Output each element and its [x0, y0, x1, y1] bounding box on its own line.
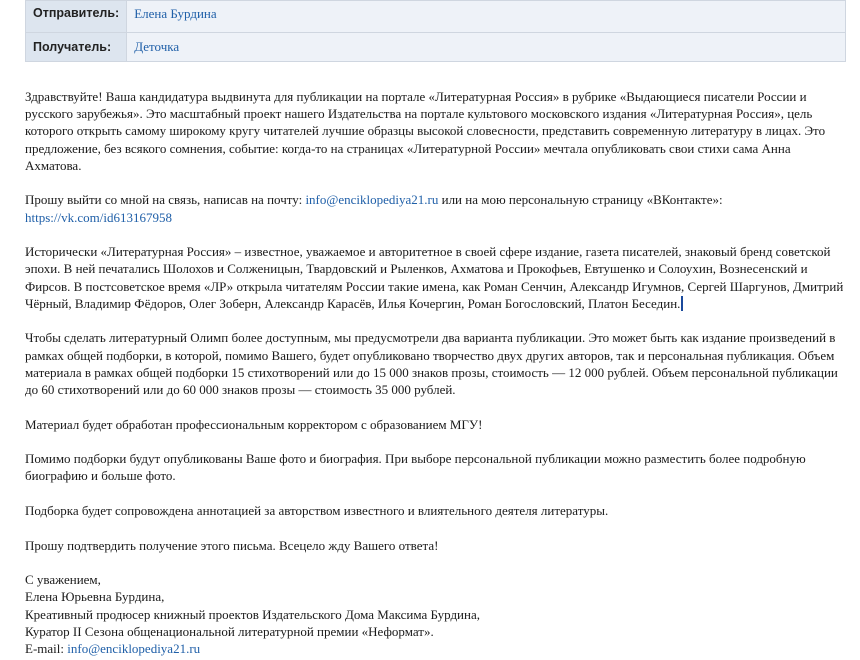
vk-profile-link[interactable]: https://vk.com/id613167958 [25, 209, 172, 225]
paragraph-photo: Помимо подборки будут опубликованы Ваше фото и биография. При выборе персональной публикации можно разместить более подробную биографию и больше фото. [25, 451, 806, 484]
contact-text-middle: или на мою персональную страницу «ВКонтакте»: [438, 192, 723, 208]
recipient-row [26, 33, 846, 62]
paragraph-contact [25, 191, 847, 225]
signature-role-producer: Креативный продюсер книжный проектов Издательского Дома Максима Бурдина, [25, 606, 480, 622]
sender-label: Отправитель: [26, 1, 127, 33]
signature-role-curator: Куратор II Сезона общенациональной литературной премии «Неформат». [25, 623, 434, 639]
signature-email-link[interactable]: info@enciklopediya21.ru [67, 641, 201, 656]
message-body[interactable] [25, 88, 847, 660]
sender-value[interactable] [127, 1, 846, 33]
sender-row [26, 1, 846, 33]
signature [25, 571, 847, 657]
paragraph-history [25, 243, 847, 312]
signature-greeting: С уважением, [25, 572, 101, 588]
contact-email-link[interactable]: info@enciklopediya21.ru [305, 192, 439, 208]
sender-link[interactable]: Елена Бурдина [134, 6, 217, 21]
paragraph-proofreading: Материал будет обработан профессиональным корректором с образованием МГУ! [25, 416, 483, 432]
contact-text-before: Прошу выйти со мной на связь, написав на почту: [25, 192, 306, 208]
recipient-label: Получатель: [26, 33, 127, 62]
paragraph-confirm: Прошу подтвердить получение этого письма. Всецело жду Вашего ответа! [25, 537, 439, 553]
paragraph-intro: Здравствуйте! Ваша кандидатура выдвинута для публикации на портале «Литературная Россия» в рубрике «Выдающиеся писатели России и русского зарубежья». Это масштабный проект нашего Издательства на портале культового московского издания «Литературная Россия», цель которого открыть самому широкому кругу читателей лучшие образцы высокой словесности, представить современную литературу в лицах. Это предложение, без всякого сомнения, событие: когда-то на страницах «Литературной России» мечтала опубликовать свои стихи сама Анна Ахматова. [25, 89, 826, 173]
history-text: Исторически «Литературная Россия» – известное, уважаемое и авторитетное в своей сфере издание, газета писателей, знаковый бренд советской эпохи. В ней печатались Шолохов и Солженицын, Твардовский и Рыленков, Ахматова и Прокофьев, Евтушенко и Солоухин, Вознесенский и Фирсов. В постсоветское время «ЛР» открыла читателям России такие имена, как Роман Сенчин, Александр Игумнов, Сергей Шаргунов, Дмитрий Чёрный, Владимир Фёдоров, Олег Зоберн, Александр Карасёв, Илья Кочергин, Роман Богословский, Платон Беседин. [25, 244, 844, 311]
message-header [25, 0, 846, 62]
signature-name: Елена Юрьевна Бурдина, [25, 589, 165, 605]
signature-email-label: E-mail: [25, 641, 68, 656]
recipient-link[interactable]: Деточка [134, 39, 180, 54]
paragraph-pricing: Чтобы сделать литературный Олимп более доступным, мы предусмотрели два варианта публикации. Это может быть как издание произведений в рамках общей подборки, в которой, помимо Вашего, будет опубликовано творчество двух других авторов, так и персональная публикация. Объем материала в рамках общей подборки 15 стихотворений или до 15 000 знаков прозы, стоимость — 12 000 рублей. Объем персональной публикации до 60 стихотворений или до 60 000 знаков прозы — стоимость 35 000 рублей. [25, 330, 838, 398]
signature-email-line [25, 640, 847, 657]
text-cursor [681, 296, 683, 311]
recipient-value[interactable] [127, 33, 846, 62]
paragraph-annotation: Подборка будет сопровождена аннотацией за авторством известного и влиятельного деятеля литературы. [25, 503, 609, 518]
